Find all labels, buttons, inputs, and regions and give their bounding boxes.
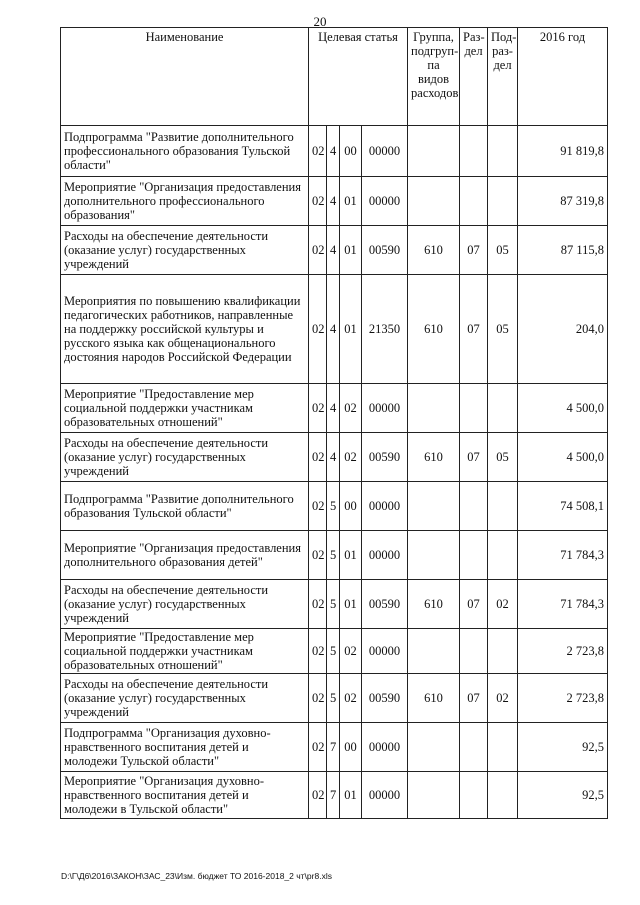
section-code: 07 xyxy=(460,433,488,482)
target-code-1: 02 xyxy=(309,674,327,723)
target-code-4: 00590 xyxy=(362,580,408,629)
target-code-1: 02 xyxy=(309,275,327,384)
header-target-article: Целевая статья xyxy=(309,28,408,126)
target-code-2: 4 xyxy=(327,226,340,275)
table-row xyxy=(61,275,608,384)
table-row xyxy=(61,531,608,580)
section-code: 07 xyxy=(460,674,488,723)
table-row xyxy=(61,226,608,275)
row-name: Расходы на обеспечение деятельности (оказание услуг) государственных учреждений xyxy=(61,226,309,275)
target-code-2: 7 xyxy=(327,723,340,772)
table-row xyxy=(61,384,608,433)
expense-group xyxy=(408,177,460,226)
subsection-code xyxy=(488,177,518,226)
target-code-3: 01 xyxy=(340,226,362,275)
section-code xyxy=(460,629,488,674)
amount-2016: 2 723,8 xyxy=(518,674,608,723)
amount-2016: 204,0 xyxy=(518,275,608,384)
amount-2016: 2 723,8 xyxy=(518,629,608,674)
table-row xyxy=(61,580,608,629)
target-code-1: 02 xyxy=(309,580,327,629)
row-name: Мероприятие "Организация духовно-нравственного воспитания детей и молодежи в Тульской области" xyxy=(61,772,309,819)
target-code-1: 02 xyxy=(309,177,327,226)
row-name: Мероприятие "Организация предоставления дополнительного профессионального образования" xyxy=(61,177,309,226)
target-code-2: 5 xyxy=(327,580,340,629)
row-name: Расходы на обеспечение деятельности (оказание услуг) государственных учреждений xyxy=(61,674,309,723)
table-header-row xyxy=(61,28,608,126)
target-code-2: 4 xyxy=(327,384,340,433)
target-code-2: 4 xyxy=(327,177,340,226)
subsection-code xyxy=(488,384,518,433)
target-code-1: 02 xyxy=(309,723,327,772)
amount-2016: 4 500,0 xyxy=(518,384,608,433)
expense-group xyxy=(408,772,460,819)
expense-group xyxy=(408,723,460,772)
amount-2016: 87 115,8 xyxy=(518,226,608,275)
table-row xyxy=(61,674,608,723)
header-section: Раз-дел xyxy=(460,28,488,126)
table-row xyxy=(61,772,608,819)
target-code-4: 00000 xyxy=(362,177,408,226)
target-code-3: 01 xyxy=(340,531,362,580)
expense-group: 610 xyxy=(408,674,460,723)
amount-2016: 92,5 xyxy=(518,772,608,819)
row-name: Мероприятие "Организация предоставления дополнительного образования детей" xyxy=(61,531,309,580)
target-code-4: 00000 xyxy=(362,384,408,433)
row-name: Подпрограмма "Развитие дополнительного профессионального образования Тульской области" xyxy=(61,126,309,177)
section-code: 07 xyxy=(460,580,488,629)
expense-group xyxy=(408,126,460,177)
subsection-code xyxy=(488,126,518,177)
page-number: 20 xyxy=(313,14,327,29)
target-code-1: 02 xyxy=(309,226,327,275)
header-group: Группа, подгруп-па видов расходов xyxy=(408,28,460,126)
target-code-1: 02 xyxy=(309,531,327,580)
target-code-4: 00000 xyxy=(362,723,408,772)
subsection-code xyxy=(488,482,518,531)
subsection-code xyxy=(488,629,518,674)
table-row xyxy=(61,482,608,531)
subsection-code xyxy=(488,723,518,772)
target-code-4: 21350 xyxy=(362,275,408,384)
row-name: Мероприятия по повышению квалификации педагогических работников, направленные на поддержку российской культуры и русского языка как общенационального достояния народов Российской Федерации xyxy=(61,275,309,384)
amount-2016: 87 319,8 xyxy=(518,177,608,226)
expense-group: 610 xyxy=(408,226,460,275)
target-code-2: 7 xyxy=(327,772,340,819)
subsection-code: 02 xyxy=(488,674,518,723)
row-name: Расходы на обеспечение деятельности (оказание услуг) государственных учреждений xyxy=(61,580,309,629)
header-subsection: Под-раз-дел xyxy=(488,28,518,126)
expense-group xyxy=(408,531,460,580)
section-code xyxy=(460,482,488,531)
target-code-4: 00000 xyxy=(362,629,408,674)
amount-2016: 71 784,3 xyxy=(518,531,608,580)
target-code-3: 00 xyxy=(340,126,362,177)
expense-group xyxy=(408,482,460,531)
target-code-2: 5 xyxy=(327,674,340,723)
expense-group xyxy=(408,629,460,674)
header-name: Наименование xyxy=(61,28,309,126)
target-code-3: 01 xyxy=(340,772,362,819)
subsection-code: 02 xyxy=(488,580,518,629)
table-row xyxy=(61,177,608,226)
expense-group: 610 xyxy=(408,580,460,629)
row-name: Мероприятие "Предоставление мер социальной поддержки участникам образовательных отношений" xyxy=(61,384,309,433)
table-row xyxy=(61,433,608,482)
target-code-4: 00000 xyxy=(362,126,408,177)
target-code-1: 02 xyxy=(309,772,327,819)
section-code xyxy=(460,177,488,226)
expense-group: 610 xyxy=(408,275,460,384)
file-path-footer: D:\Г\Д6\2016\ЗАКОН\ЗАС_23\Изм. бюджет ТО 2016-2018_2 чт\pr8.xls xyxy=(61,871,332,881)
target-code-3: 01 xyxy=(340,275,362,384)
target-code-4: 00000 xyxy=(362,531,408,580)
target-code-3: 02 xyxy=(340,674,362,723)
section-code xyxy=(460,126,488,177)
target-code-2: 4 xyxy=(327,433,340,482)
section-code xyxy=(460,723,488,772)
section-code xyxy=(460,531,488,580)
target-code-1: 02 xyxy=(309,126,327,177)
section-code: 07 xyxy=(460,275,488,384)
amount-2016: 74 508,1 xyxy=(518,482,608,531)
target-code-3: 02 xyxy=(340,629,362,674)
target-code-1: 02 xyxy=(309,433,327,482)
target-code-2: 5 xyxy=(327,629,340,674)
table-row xyxy=(61,126,608,177)
section-code xyxy=(460,772,488,819)
table-row xyxy=(61,629,608,674)
budget-table xyxy=(60,27,608,819)
target-code-1: 02 xyxy=(309,384,327,433)
target-code-3: 00 xyxy=(340,482,362,531)
header-year: 2016 год xyxy=(518,28,608,126)
target-code-3: 01 xyxy=(340,580,362,629)
target-code-4: 00000 xyxy=(362,772,408,819)
table-row xyxy=(61,723,608,772)
target-code-2: 5 xyxy=(327,482,340,531)
target-code-4: 00590 xyxy=(362,674,408,723)
target-code-3: 01 xyxy=(340,177,362,226)
subsection-code xyxy=(488,772,518,819)
subsection-code: 05 xyxy=(488,275,518,384)
target-code-3: 02 xyxy=(340,384,362,433)
row-name: Мероприятие "Предоставление мер социальной поддержки участникам образовательных отношений" xyxy=(61,629,309,674)
target-code-4: 00590 xyxy=(362,433,408,482)
target-code-3: 02 xyxy=(340,433,362,482)
expense-group: 610 xyxy=(408,433,460,482)
subsection-code: 05 xyxy=(488,433,518,482)
target-code-2: 5 xyxy=(327,531,340,580)
amount-2016: 4 500,0 xyxy=(518,433,608,482)
target-code-4: 00000 xyxy=(362,482,408,531)
row-name: Расходы на обеспечение деятельности (оказание услуг) государственных учреждений xyxy=(61,433,309,482)
target-code-3: 00 xyxy=(340,723,362,772)
amount-2016: 92,5 xyxy=(518,723,608,772)
target-code-2: 4 xyxy=(327,126,340,177)
target-code-2: 4 xyxy=(327,275,340,384)
row-name: Подпрограмма "Организация духовно-нравственного воспитания детей и молодежи Тульской области" xyxy=(61,723,309,772)
amount-2016: 91 819,8 xyxy=(518,126,608,177)
target-code-1: 02 xyxy=(309,482,327,531)
section-code xyxy=(460,384,488,433)
amount-2016: 71 784,3 xyxy=(518,580,608,629)
row-name: Подпрограмма "Развитие дополнительного образования Тульской области" xyxy=(61,482,309,531)
subsection-code: 05 xyxy=(488,226,518,275)
target-code-4: 00590 xyxy=(362,226,408,275)
expense-group xyxy=(408,384,460,433)
section-code: 07 xyxy=(460,226,488,275)
subsection-code xyxy=(488,531,518,580)
target-code-1: 02 xyxy=(309,629,327,674)
